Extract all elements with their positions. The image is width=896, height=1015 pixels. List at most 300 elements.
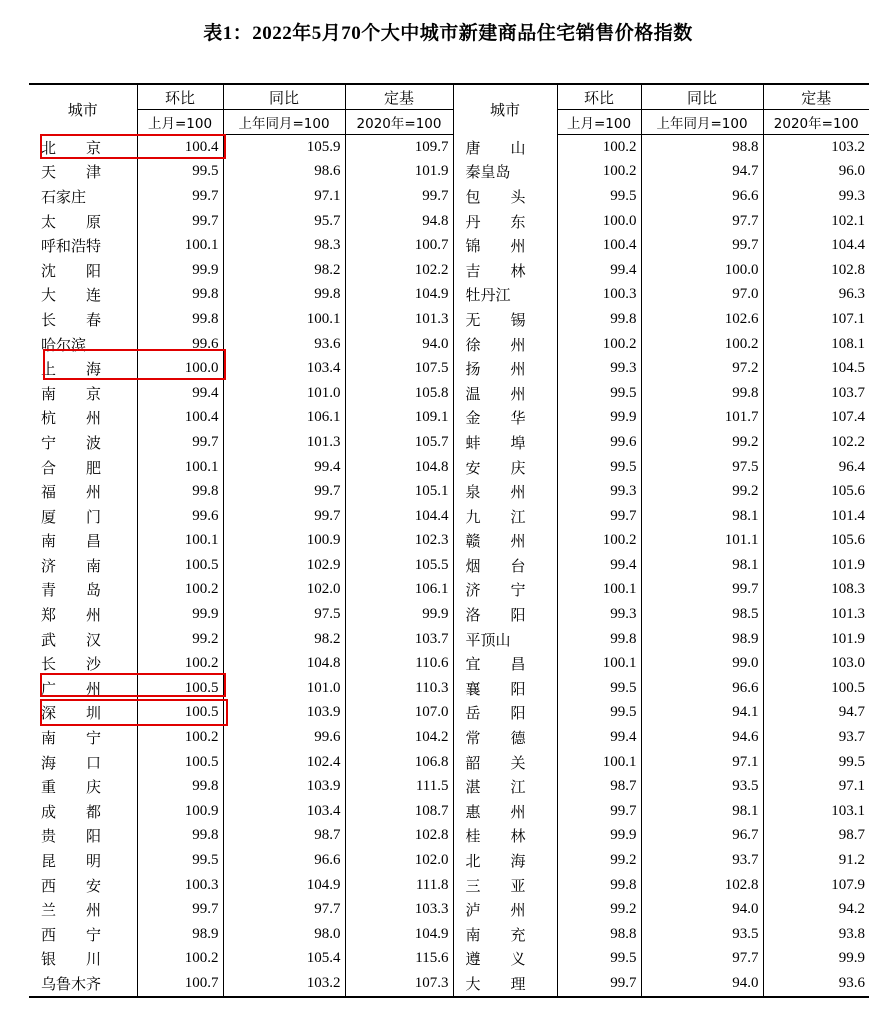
mom-value-l: 100.0 — [137, 356, 223, 381]
yoy-value-l: 97.7 — [223, 897, 345, 922]
table-row — [29, 479, 869, 504]
yoy-value-r: 98.1 — [641, 799, 763, 824]
table-row — [29, 750, 869, 775]
yoy-value-l: 106.1 — [223, 406, 345, 431]
city-name: 常 德 — [465, 729, 526, 748]
city-name: 遵 义 — [465, 950, 526, 969]
base-value-r: 101.9 — [831, 556, 865, 573]
city-cell-l — [29, 160, 137, 185]
yoy-value-r: 97.0 — [641, 283, 763, 308]
city-name: 福 州 — [41, 483, 102, 502]
base-value-r: 101.9 — [831, 630, 865, 647]
mom-value-l: 100.4 — [137, 406, 223, 431]
city-cell-l — [29, 209, 137, 234]
mom-value-l: 100.1 — [137, 455, 223, 480]
mom-value-l: 100.2 — [137, 578, 223, 603]
city-cell-l — [29, 553, 137, 578]
city-cell-r — [453, 971, 557, 997]
city-cell-r — [453, 848, 557, 873]
base-value-r: 96.4 — [838, 458, 865, 475]
mom-value-r: 100.0 — [557, 209, 641, 234]
city-name: 惠 州 — [465, 802, 526, 821]
city-name: 厦 门 — [41, 507, 102, 526]
city-cell-r — [453, 307, 557, 332]
city-cell-r — [453, 283, 557, 308]
yoy-value-r: 97.1 — [641, 750, 763, 775]
city-cell-l — [29, 184, 137, 209]
mom-value-l: 99.7 — [137, 209, 223, 234]
city-name: 济 南 — [41, 556, 102, 575]
city-cell-r — [453, 430, 557, 455]
yoy-value-r: 101.7 — [641, 406, 763, 431]
base-value-l: 104.8 — [345, 455, 453, 480]
city-cell-l — [29, 774, 137, 799]
mom-value-r: 99.7 — [557, 799, 641, 824]
yoy-value-r: 96.7 — [641, 824, 763, 849]
mom-value-r: 99.2 — [557, 897, 641, 922]
city-name: 唐 山 — [465, 138, 526, 157]
city-cell-l — [29, 971, 137, 997]
mom-value-r: 99.4 — [557, 258, 641, 283]
city-cell-r — [453, 701, 557, 726]
city-name: 兰 州 — [41, 901, 102, 920]
city-cell-r — [453, 873, 557, 898]
city-cell-r — [453, 529, 557, 554]
base-value-l: 106.1 — [345, 578, 453, 603]
mom-value-l: 99.7 — [137, 897, 223, 922]
base-value-r: 107.9 — [831, 876, 865, 893]
mom-value-l: 99.7 — [137, 184, 223, 209]
base-value-l: 105.7 — [345, 430, 453, 455]
yoy-value-r: 98.5 — [641, 602, 763, 627]
yoy-value-r: 98.9 — [641, 627, 763, 652]
header-mom-sub-right: 上月=100 — [557, 110, 641, 135]
header-yoy-left: 同比 — [223, 84, 345, 110]
city-name: 海 口 — [41, 753, 102, 772]
city-cell-r — [453, 799, 557, 824]
yoy-value-l: 101.0 — [223, 381, 345, 406]
mom-value-l: 100.7 — [137, 971, 223, 997]
base-value-l: 100.7 — [345, 233, 453, 258]
base-value-r: 97.1 — [838, 778, 865, 795]
city-cell-r — [453, 381, 557, 406]
mom-value-r: 100.1 — [557, 750, 641, 775]
mom-value-l: 99.7 — [137, 430, 223, 455]
mom-value-l: 99.8 — [137, 774, 223, 799]
mom-value-l: 99.6 — [137, 504, 223, 529]
base-value-l: 104.9 — [345, 283, 453, 308]
base-value-l: 109.1 — [345, 406, 453, 431]
yoy-value-r: 94.0 — [641, 897, 763, 922]
city-name: 襄 阳 — [465, 679, 526, 698]
mom-value-l: 99.5 — [137, 848, 223, 873]
city-cell-l — [29, 233, 137, 258]
city-name: 大 理 — [465, 974, 526, 993]
table-row — [29, 873, 869, 898]
mom-value-r: 100.2 — [557, 135, 641, 160]
city-cell-r — [453, 332, 557, 357]
header-base-sub-right: 2020年=100 — [763, 110, 869, 135]
mom-value-l: 100.9 — [137, 799, 223, 824]
city-name: 赣 州 — [465, 532, 526, 551]
city-name: 天 津 — [41, 163, 102, 182]
header-base-left: 定基 — [345, 84, 453, 110]
mom-value-r: 99.8 — [557, 873, 641, 898]
table-row — [29, 283, 869, 308]
mom-value-l: 100.2 — [137, 725, 223, 750]
base-value-l: 107.5 — [345, 356, 453, 381]
yoy-value-l: 101.3 — [223, 430, 345, 455]
mom-value-r: 99.4 — [557, 553, 641, 578]
table-row — [29, 947, 869, 972]
mom-value-l: 99.6 — [137, 332, 223, 357]
base-value-r: 105.6 — [831, 483, 865, 500]
table-row — [29, 258, 869, 283]
city-cell-l — [29, 135, 137, 160]
base-value-r: 93.6 — [763, 971, 869, 997]
mom-value-r: 100.2 — [557, 332, 641, 357]
mom-value-l: 99.9 — [137, 258, 223, 283]
city-cell-r — [453, 897, 557, 922]
base-value-l: 110.6 — [345, 651, 453, 676]
base-value-r: 104.5 — [831, 360, 865, 377]
table-row — [29, 676, 869, 701]
base-value-l: 94.8 — [345, 209, 453, 234]
mom-value-r: 100.2 — [557, 529, 641, 554]
city-cell-r — [453, 233, 557, 258]
mom-value-r: 99.8 — [557, 627, 641, 652]
yoy-value-l: 97.1 — [223, 184, 345, 209]
city-cell-l — [29, 676, 137, 701]
city-name: 西 安 — [41, 876, 102, 895]
mom-value-r: 99.3 — [557, 356, 641, 381]
yoy-value-r: 94.7 — [641, 160, 763, 185]
mom-value-l: 100.2 — [137, 651, 223, 676]
city-name: 呼和浩特 — [41, 237, 102, 256]
price-index-table — [29, 83, 869, 998]
city-name: 长 沙 — [41, 655, 102, 674]
yoy-value-r: 99.7 — [641, 578, 763, 603]
base-value-r: 102.2 — [831, 433, 865, 450]
base-value-r: 103.7 — [831, 384, 865, 401]
yoy-value-l: 102.9 — [223, 553, 345, 578]
yoy-value-r: 96.6 — [641, 184, 763, 209]
table-row — [29, 233, 869, 258]
city-name: 安 庆 — [465, 458, 526, 477]
base-value-l: 101.9 — [345, 160, 453, 185]
base-value-l: 115.6 — [345, 947, 453, 972]
city-cell-r — [453, 184, 557, 209]
city-name: 包 头 — [465, 187, 526, 206]
table-row — [29, 651, 869, 676]
base-value-l: 102.8 — [345, 824, 453, 849]
header-yoy-sub-left: 上年同月=100 — [223, 110, 345, 135]
mom-value-r: 99.7 — [557, 504, 641, 529]
city-cell-r — [453, 578, 557, 603]
city-name: 泸 州 — [465, 901, 526, 920]
base-value-l: 105.5 — [345, 553, 453, 578]
city-name: 石家庄 — [41, 187, 87, 206]
city-name: 太 原 — [41, 212, 102, 231]
city-name: 北 京 — [41, 138, 102, 157]
mom-value-l: 99.8 — [137, 307, 223, 332]
yoy-value-r: 97.7 — [641, 209, 763, 234]
table-row — [29, 774, 869, 799]
base-value-l: 105.1 — [345, 479, 453, 504]
base-value-r: 103.1 — [831, 802, 865, 819]
base-value-r: 103.0 — [831, 655, 865, 672]
mom-value-l: 100.5 — [137, 553, 223, 578]
base-value-r: 98.7 — [838, 827, 865, 844]
mom-value-l: 99.5 — [137, 160, 223, 185]
mom-value-l: 98.9 — [137, 922, 223, 947]
mom-value-l: 100.5 — [137, 701, 223, 726]
city-name: 成 都 — [41, 802, 102, 821]
yoy-value-l: 99.7 — [223, 479, 345, 504]
yoy-value-r: 93.5 — [641, 774, 763, 799]
yoy-value-l: 100.9 — [223, 529, 345, 554]
city-cell-r — [453, 553, 557, 578]
city-cell-r — [453, 627, 557, 652]
table-row — [29, 356, 869, 381]
city-cell-l — [29, 529, 137, 554]
city-cell-l — [29, 430, 137, 455]
yoy-value-r: 99.0 — [641, 651, 763, 676]
city-name: 牡丹江 — [465, 286, 511, 305]
city-name: 岳 阳 — [465, 704, 526, 723]
base-value-r: 108.3 — [831, 581, 865, 598]
base-value-l: 103.3 — [345, 897, 453, 922]
table-row — [29, 725, 869, 750]
city-cell-r — [453, 947, 557, 972]
base-value-l: 109.7 — [345, 135, 453, 160]
base-value-r: 93.8 — [838, 925, 865, 942]
city-cell-l — [29, 332, 137, 357]
yoy-value-l: 93.6 — [223, 332, 345, 357]
city-cell-r — [453, 651, 557, 676]
mom-value-l: 99.2 — [137, 627, 223, 652]
mom-value-l: 100.2 — [137, 947, 223, 972]
mom-value-l: 100.1 — [137, 529, 223, 554]
yoy-value-r: 100.2 — [641, 332, 763, 357]
city-cell-r — [453, 922, 557, 947]
base-value-r: 101.4 — [831, 507, 865, 524]
city-name: 温 州 — [465, 384, 526, 403]
yoy-value-l: 97.5 — [223, 602, 345, 627]
city-cell-l — [29, 258, 137, 283]
yoy-value-l: 98.2 — [223, 627, 345, 652]
city-name: 湛 江 — [465, 778, 526, 797]
city-name: 三 亚 — [465, 876, 526, 895]
city-name: 平顶山 — [465, 630, 511, 649]
base-value-r: 99.5 — [838, 753, 865, 770]
base-value-l: 101.3 — [345, 307, 453, 332]
yoy-value-l: 95.7 — [223, 209, 345, 234]
yoy-value-l: 105.9 — [223, 135, 345, 160]
base-value-r: 107.4 — [831, 409, 865, 426]
city-name: 吉 林 — [465, 261, 526, 280]
yoy-value-l: 103.2 — [223, 971, 345, 997]
yoy-value-l: 99.7 — [223, 504, 345, 529]
table-row — [29, 184, 869, 209]
table-body — [29, 135, 869, 997]
base-value-l: 111.8 — [345, 873, 453, 898]
city-name: 九 江 — [465, 507, 526, 526]
city-cell-r — [453, 258, 557, 283]
mom-value-r: 99.5 — [557, 381, 641, 406]
mom-value-r: 99.5 — [557, 676, 641, 701]
table-row — [29, 578, 869, 603]
yoy-value-r: 99.2 — [641, 430, 763, 455]
table-row — [29, 160, 869, 185]
base-value-r: 102.8 — [831, 261, 865, 278]
mom-value-l: 99.4 — [137, 381, 223, 406]
yoy-value-l: 98.3 — [223, 233, 345, 258]
city-name: 杭 州 — [41, 409, 102, 428]
city-name: 广 州 — [41, 679, 102, 698]
city-cell-l — [29, 725, 137, 750]
city-name: 金 华 — [465, 409, 526, 428]
city-name: 韶 关 — [465, 753, 526, 772]
mom-value-r: 98.8 — [557, 922, 641, 947]
city-cell-l — [29, 750, 137, 775]
city-name: 南 宁 — [41, 729, 102, 748]
mom-value-r: 99.6 — [557, 430, 641, 455]
table-row — [29, 504, 869, 529]
yoy-value-r: 102.6 — [641, 307, 763, 332]
base-value-r: 94.2 — [838, 901, 865, 918]
city-name: 宜 昌 — [465, 655, 526, 674]
city-cell-l — [29, 701, 137, 726]
city-cell-r — [453, 209, 557, 234]
header-base-right: 定基 — [763, 84, 869, 110]
yoy-value-l: 103.4 — [223, 356, 345, 381]
city-cell-r — [453, 135, 557, 160]
city-cell-r — [453, 824, 557, 849]
yoy-value-l: 98.7 — [223, 824, 345, 849]
mom-value-r: 100.1 — [557, 578, 641, 603]
base-value-l: 106.8 — [345, 750, 453, 775]
yoy-value-r: 94.6 — [641, 725, 763, 750]
base-value-l: 102.0 — [345, 848, 453, 873]
mom-value-r: 99.3 — [557, 602, 641, 627]
mom-value-r: 99.3 — [557, 479, 641, 504]
yoy-value-l: 102.4 — [223, 750, 345, 775]
mom-value-r: 100.1 — [557, 651, 641, 676]
base-value-r: 99.9 — [838, 950, 865, 967]
base-value-l: 111.5 — [345, 774, 453, 799]
city-cell-l — [29, 897, 137, 922]
mom-value-l: 100.5 — [137, 676, 223, 701]
city-cell-l — [29, 479, 137, 504]
mom-value-r: 99.2 — [557, 848, 641, 873]
city-cell-l — [29, 627, 137, 652]
table-row — [29, 406, 869, 431]
city-name: 重 庆 — [41, 778, 102, 797]
city-name: 武 汉 — [41, 630, 102, 649]
mom-value-l: 99.8 — [137, 283, 223, 308]
base-value-l: 99.7 — [345, 184, 453, 209]
city-name: 大 连 — [41, 286, 102, 305]
city-cell-l — [29, 602, 137, 627]
city-name: 哈尔滨 — [41, 335, 87, 354]
city-cell-l — [29, 651, 137, 676]
mom-value-r: 100.4 — [557, 233, 641, 258]
mom-value-r: 100.3 — [557, 283, 641, 308]
city-name: 桂 林 — [465, 827, 526, 846]
table-row — [29, 430, 869, 455]
yoy-value-r: 98.8 — [641, 135, 763, 160]
city-name: 蚌 埠 — [465, 433, 526, 452]
yoy-value-r: 98.1 — [641, 553, 763, 578]
mom-value-r: 99.5 — [557, 455, 641, 480]
mom-value-r: 99.7 — [557, 971, 641, 997]
yoy-value-r: 97.5 — [641, 455, 763, 480]
yoy-value-l: 105.4 — [223, 947, 345, 972]
base-value-l: 103.7 — [345, 627, 453, 652]
base-value-r: 93.7 — [838, 729, 865, 746]
mom-value-l: 99.8 — [137, 824, 223, 849]
table-row — [29, 332, 869, 357]
city-name: 郑 州 — [41, 606, 102, 625]
city-name: 南 昌 — [41, 532, 102, 551]
table-row — [29, 381, 869, 406]
yoy-value-r: 94.0 — [641, 971, 763, 997]
yoy-value-r: 93.5 — [641, 922, 763, 947]
city-cell-r — [453, 774, 557, 799]
city-cell-r — [453, 356, 557, 381]
yoy-value-l: 104.9 — [223, 873, 345, 898]
base-value-r: 96.0 — [838, 163, 865, 180]
base-value-l: 104.9 — [345, 922, 453, 947]
table-row — [29, 701, 869, 726]
base-value-l: 105.8 — [345, 381, 453, 406]
city-cell-r — [453, 750, 557, 775]
city-cell-l — [29, 283, 137, 308]
base-value-l: 110.3 — [345, 676, 453, 701]
mom-value-l: 100.5 — [137, 750, 223, 775]
city-name: 上 海 — [41, 360, 102, 379]
yoy-value-r: 96.6 — [641, 676, 763, 701]
yoy-value-r: 99.8 — [641, 381, 763, 406]
header-city-right: 城市 — [453, 84, 557, 135]
mom-value-r: 99.5 — [557, 947, 641, 972]
yoy-value-l: 99.6 — [223, 725, 345, 750]
base-value-l: 104.4 — [345, 504, 453, 529]
city-name: 烟 台 — [465, 556, 526, 575]
mom-value-r: 99.9 — [557, 824, 641, 849]
yoy-value-r: 94.1 — [641, 701, 763, 726]
yoy-value-r: 93.7 — [641, 848, 763, 873]
city-cell-r — [453, 725, 557, 750]
city-name: 锦 州 — [465, 237, 526, 256]
table-title: 表1：2022年5月70个大中城市新建商品住宅销售价格指数 — [203, 23, 693, 44]
base-value-l: 107.3 — [345, 971, 453, 997]
base-value-l: 108.7 — [345, 799, 453, 824]
mom-value-r: 98.7 — [557, 774, 641, 799]
table-row — [29, 529, 869, 554]
city-name: 沈 阳 — [41, 261, 102, 280]
header-base-sub-left: 2020年=100 — [345, 110, 453, 135]
base-value-r: 107.1 — [831, 310, 865, 327]
base-value-r: 100.5 — [831, 679, 865, 696]
mom-value-r: 100.2 — [557, 160, 641, 185]
city-name: 济 宁 — [465, 581, 526, 600]
mom-value-r: 99.9 — [557, 406, 641, 431]
mom-value-l: 100.3 — [137, 873, 223, 898]
yoy-value-r: 101.1 — [641, 529, 763, 554]
city-name: 南 充 — [465, 925, 526, 944]
